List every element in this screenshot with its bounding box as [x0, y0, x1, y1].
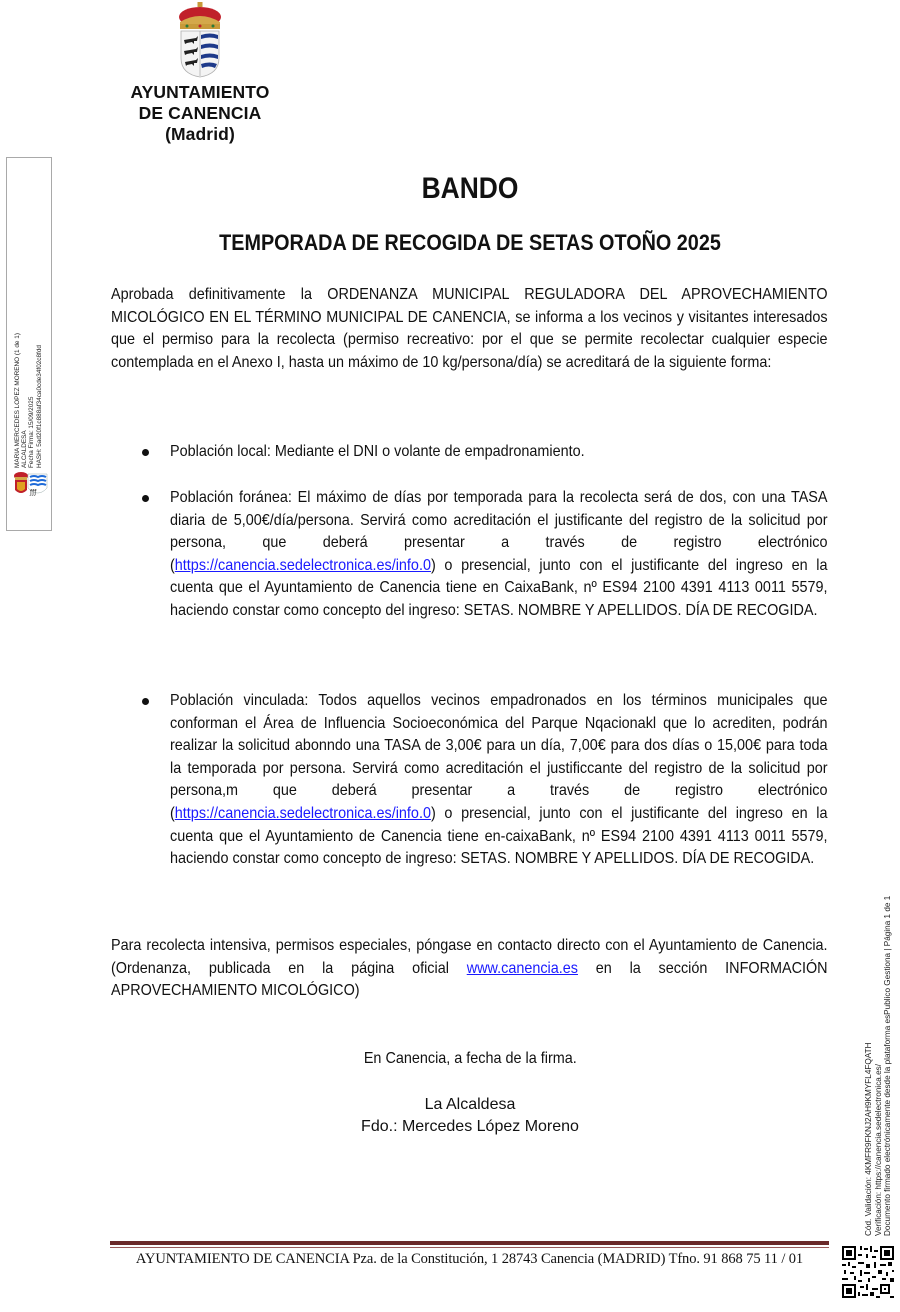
bullet-icon — [142, 698, 149, 705]
closing-text-after: en la sección INFORMACIÓN APROVECHAMIENTO MICOLÓGICO) — [111, 959, 828, 1000]
verification-url: Verificación: https://canencia.sedelectronica.es/ — [873, 1063, 883, 1236]
signature-block — [300, 1094, 640, 1138]
sede-electronica-link[interactable]: https://canencia.sedelectronica.es/info.0 — [174, 804, 431, 822]
bullet-icon — [142, 449, 149, 456]
signer-role: ALCALDESA — [21, 430, 29, 468]
footer-rule-thin — [110, 1247, 829, 1248]
place-date: En Canencia, a fecha de la firma. — [363, 1050, 577, 1067]
svg-text:ƒƒƒ: ƒƒƒ — [30, 489, 37, 496]
intro-text: Aprobada definitivamente la ORDENANZA MUNICIPAL REGULADORA DEL APROVECHAMIENTO MICOLÓGICO EN EL TÉRMINO MUNICIPAL DE CANENCIA, se informa a los vecinos y visitantes interesados que el permiso para la recolecta (permiso recreativo: por el que se permite recolectar cualquier especie contemplada en el Anexo I, hasta un máximo de 10 kg/persona/día) se acreditará de la siguiente forma: — [111, 286, 828, 371]
intro-paragraph — [111, 284, 827, 374]
signature-stamp — [6, 157, 52, 531]
footer-address: AYUNTAMIENTO DE CANENCIA Pza. de la Constitución, 1 28743 Canencia (MADRID) Tfno. 91 868 75 11 / 01 — [135, 1251, 804, 1267]
list-item — [111, 441, 827, 464]
sede-electronica-link[interactable]: https://canencia.sedelectronica.es/info.0 — [174, 556, 431, 574]
qr-code-icon[interactable] — [840, 1244, 896, 1300]
signer-name-text: Fdo.: Mercedes López Moreno — [361, 1118, 579, 1135]
signature-date: Fecha Firma: 15/09/2025 — [28, 396, 36, 468]
page-title: BANDO — [421, 172, 519, 205]
signer-role-text: La Alcaldesa — [424, 1096, 516, 1113]
validation-code: Cód. Validación: 4KMFR9FKNJ2AH9KMYFL4FQATH — [864, 1042, 873, 1236]
bullet-list-local — [111, 441, 827, 464]
municipal-logo-icon — [11, 468, 49, 498]
list-item — [111, 487, 827, 623]
bullet-text-before: Población foránea: El máximo de días por temporada para la recolecta será de dos, con una TASA diaria de 5,00€/día/persona. Servirá como acreditación el justificante del registro de la solicitud por persona, que deberá presentar a través de registro electrónico ( — [170, 489, 828, 574]
bullet-text-after: ) o presencial, junto con el justificante del ingreso en la cuenta que el Ayuntamiento de Canencia tiene en-caixaBank, nº ES94 2100 4391 4113 0011 5579, haciendo constar como concepto de ingreso: SETAS. NOMBRE Y APELLIDOS. DÍA DE RECOGIDA. — [170, 804, 828, 868]
bullet-text-after: ) o presencial, junto con el justificante del ingreso en la cuenta que el Ayuntamiento de Canencia tiene en CaixaBank, nº ES94 2100 4391 4113 0011 5579, haciendo constar como concepto del ingreso: SETAS. NOMBRE Y APELLIDOS. DÍA DE RECOGIDA. — [170, 556, 828, 619]
signature-hash: HASH: 5ad20f1c888af34ca0cde34f02c8fdd — [35, 345, 43, 468]
signer-name: MARIA MERCEDES LOPEZ MORENO (1 de 1) — [14, 333, 21, 468]
closing-text-before: Para recolecta intensiva, permisos especiales, póngase en contacto directo con el Ayuntamiento de Canencia. (Ordenanza, publicada en la página oficial — [111, 937, 828, 977]
org-name-line1: AYUNTAMIENTO — [130, 82, 270, 102]
bullet-icon — [142, 495, 149, 502]
bullet-list-linked — [111, 690, 827, 871]
letterhead — [110, 0, 290, 145]
bullet-text: Población local: Mediante el DNI o volante de empadronamiento. — [170, 443, 585, 460]
org-name-line3: (Madrid) — [165, 124, 235, 144]
bullet-list-foreign — [111, 487, 827, 623]
page-subtitle: TEMPORADA DE RECOGIDA DE SETAS OTOÑO 2025 — [219, 230, 721, 255]
bullet-text-before: Población vinculada: Todos aquellos vecinos empadronados en los términos municipales que conforman el Área de Influencia Socioeconómica del Parque Nqacionakl que lo acrediten, podrán realizar la solicitud abonndo una TASA de 3,00€ para un día, 7,00€ para dos días o 15,00€ para toda la temporada por persona. Servirá como acreditación el justificcante del registro de la solicitud por persona,m que deberá presentar a través de registro electrónico ( — [170, 692, 828, 822]
closing-paragraph — [111, 935, 827, 1003]
org-name-line2: DE CANENCIA — [138, 103, 262, 123]
platform-note: Documento firmado electrónicamente desde la plataforma esPublico Gestiona | Página 1 de 1 — [883, 895, 893, 1236]
footer-rule — [110, 1241, 829, 1245]
website-link[interactable]: www.canencia.es — [466, 959, 578, 977]
coat-of-arms-icon — [177, 2, 223, 78]
list-item — [111, 690, 827, 871]
